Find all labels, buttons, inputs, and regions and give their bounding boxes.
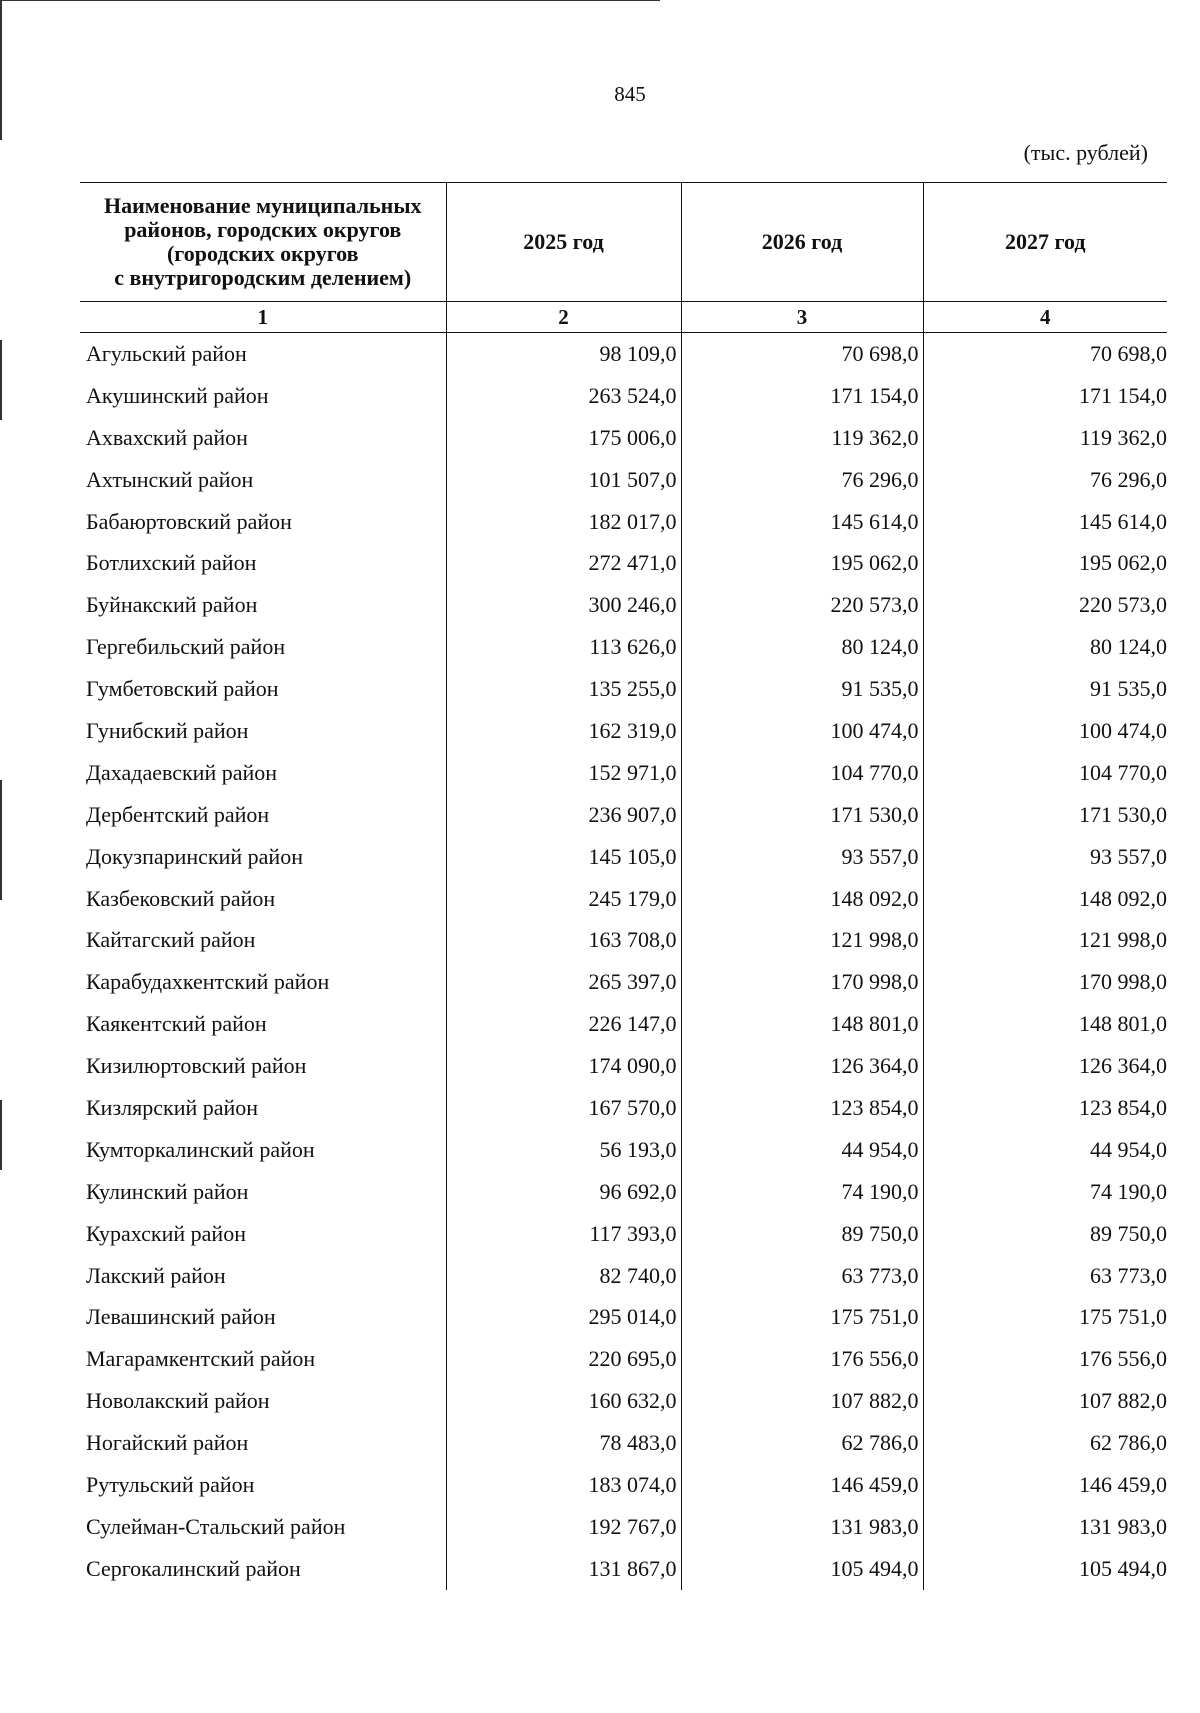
value-2025-cell: 56 193,0 [446, 1129, 681, 1171]
value-2026-cell: 62 786,0 [681, 1422, 923, 1464]
value-2027-cell: 131 983,0 [1079, 1513, 1167, 1539]
column-number: 1 [80, 302, 446, 333]
value-2025-cell: 78 483,0 [446, 1422, 681, 1464]
value-2026-cell: 100 474,0 [681, 710, 923, 752]
value-2025-cell: 131 867,0 [446, 1548, 681, 1590]
table-row [80, 1338, 1167, 1380]
value-2026-cell: 121 998,0 [681, 919, 923, 961]
district-name-cell: Кайтагский район [80, 919, 446, 961]
district-name-cell: Казбековский район [80, 878, 446, 920]
table-row [80, 501, 1167, 543]
value-2027-cell: 146 459,0 [1079, 1471, 1167, 1497]
value-2026-cell: 170 998,0 [681, 961, 923, 1003]
value-2026-cell: 91 535,0 [681, 668, 923, 710]
value-2027-cell: 170 998,0 [1079, 969, 1167, 995]
column-number: 2 [446, 302, 681, 333]
scan-edge-line [0, 1100, 2, 1170]
table-row [80, 417, 1167, 459]
value-2027-cell: 104 770,0 [1079, 759, 1167, 785]
table-row [80, 961, 1167, 1003]
scan-edge-line [0, 0, 2, 140]
value-2027-cell: 76 296,0 [1090, 466, 1167, 492]
header-2025: 2025 год [446, 183, 681, 302]
value-2026-cell: 105 494,0 [681, 1548, 923, 1590]
value-2026-cell: 70 698,0 [681, 333, 923, 375]
value-2027-cell: 93 557,0 [1090, 843, 1167, 869]
table-row [80, 1548, 1167, 1590]
value-2027-cell: 105 494,0 [1079, 1555, 1167, 1581]
value-2027-cell: 123 854,0 [1079, 1094, 1167, 1120]
value-2027-cell: 119 362,0 [1079, 424, 1167, 450]
table-row [80, 1129, 1167, 1171]
table-row [80, 1045, 1167, 1087]
district-name-cell: Кизилюртовский район [80, 1045, 446, 1087]
table-row [80, 542, 1167, 584]
value-2025-cell: 98 109,0 [446, 333, 681, 375]
district-name-cell: Акушинский район [80, 375, 446, 417]
value-2026-cell: 176 556,0 [681, 1338, 923, 1380]
column-number-row [80, 302, 1167, 333]
value-2026-cell: 145 614,0 [681, 501, 923, 543]
value-2027-cell: 91 535,0 [1090, 676, 1167, 702]
value-2026-cell: 89 750,0 [681, 1213, 923, 1255]
district-name-cell: Магарамкентский район [80, 1338, 446, 1380]
district-name-cell: Бабаюртовский район [80, 501, 446, 543]
district-name-cell: Рутульский район [80, 1464, 446, 1506]
district-name-cell: Кизлярский район [80, 1087, 446, 1129]
district-name-cell: Гумбетовский район [80, 668, 446, 710]
table-body [80, 333, 1167, 1590]
value-2026-cell: 76 296,0 [681, 459, 923, 501]
value-2026-cell: 175 751,0 [681, 1296, 923, 1338]
table-row [80, 836, 1167, 878]
scan-edge-line [0, 0, 660, 1]
column-number: 4 [923, 302, 1167, 333]
table-row [80, 1422, 1167, 1464]
value-2025-cell: 295 014,0 [446, 1296, 681, 1338]
value-2026-cell: 148 801,0 [681, 1003, 923, 1045]
value-2027-cell: 107 882,0 [1079, 1388, 1167, 1414]
value-2025-cell: 220 695,0 [446, 1338, 681, 1380]
value-2026-cell: 93 557,0 [681, 836, 923, 878]
value-2027-cell: 89 750,0 [1090, 1220, 1167, 1246]
value-2025-cell: 174 090,0 [446, 1045, 681, 1087]
value-2025-cell: 117 393,0 [446, 1213, 681, 1255]
value-2026-cell: 126 364,0 [681, 1045, 923, 1087]
value-2027-cell: 171 154,0 [1079, 382, 1167, 408]
value-2027-cell: 44 954,0 [1090, 1136, 1167, 1162]
district-name-cell: Каякентский район [80, 1003, 446, 1045]
value-2027-cell: 171 530,0 [1079, 801, 1167, 827]
header-name-line: с внутригородским делением) [114, 265, 412, 290]
table-row [80, 626, 1167, 668]
value-2025-cell: 182 017,0 [446, 501, 681, 543]
value-2026-cell: 195 062,0 [681, 542, 923, 584]
value-2025-cell: 152 971,0 [446, 752, 681, 794]
value-2027-cell: 63 773,0 [1090, 1262, 1167, 1288]
district-name-cell: Сергокалинский район [80, 1548, 446, 1590]
district-name-cell: Гергебильский район [80, 626, 446, 668]
value-2026-cell: 171 154,0 [681, 375, 923, 417]
table-row [80, 584, 1167, 626]
header-name-line: районов, городских округов [124, 217, 402, 242]
budget-table [80, 182, 1167, 1590]
value-2025-cell: 236 907,0 [446, 794, 681, 836]
value-2027-cell: 121 998,0 [1079, 927, 1167, 953]
header-2027: 2027 год [923, 183, 1167, 302]
district-name-cell: Докузпаринский район [80, 836, 446, 878]
district-name-cell: Карабудахкентский район [80, 961, 446, 1003]
value-2025-cell: 192 767,0 [446, 1506, 681, 1548]
value-2027-cell: 74 190,0 [1090, 1178, 1167, 1204]
district-name-cell: Курахский район [80, 1213, 446, 1255]
value-2025-cell: 167 570,0 [446, 1087, 681, 1129]
value-2026-cell: 74 190,0 [681, 1171, 923, 1213]
header-2026: 2026 год [681, 183, 923, 302]
value-2027-cell: 126 364,0 [1079, 1053, 1167, 1079]
value-2025-cell: 113 626,0 [446, 626, 681, 668]
value-2025-cell: 160 632,0 [446, 1380, 681, 1422]
district-name-cell: Буйнакский район [80, 584, 446, 626]
table-row [80, 919, 1167, 961]
table-row [80, 1506, 1167, 1548]
district-name-cell: Дербентский район [80, 794, 446, 836]
table-row [80, 794, 1167, 836]
scan-edge-line [0, 780, 2, 900]
district-name-cell: Гунибский район [80, 710, 446, 752]
table-row [80, 333, 1167, 375]
district-name-cell: Ботлихский район [80, 542, 446, 584]
district-name-cell: Ахтынский район [80, 459, 446, 501]
value-2026-cell: 44 954,0 [681, 1129, 923, 1171]
value-2027-cell: 176 556,0 [1079, 1346, 1167, 1372]
value-2026-cell: 148 092,0 [681, 878, 923, 920]
header-name [80, 183, 446, 302]
table-row [80, 1380, 1167, 1422]
district-name-cell: Новолакский район [80, 1380, 446, 1422]
table-row [80, 1171, 1167, 1213]
table-row [80, 375, 1167, 417]
page-number: 845 [614, 82, 646, 106]
value-2027-cell: 145 614,0 [1079, 508, 1167, 534]
district-name-cell: Дахадаевский район [80, 752, 446, 794]
scan-edge-line [0, 340, 2, 420]
value-2025-cell: 162 319,0 [446, 710, 681, 752]
value-2026-cell: 171 530,0 [681, 794, 923, 836]
value-2025-cell: 300 246,0 [446, 584, 681, 626]
value-2027-cell: 62 786,0 [1090, 1430, 1167, 1456]
value-2025-cell: 263 524,0 [446, 375, 681, 417]
value-2026-cell: 131 983,0 [681, 1506, 923, 1548]
district-name-cell: Левашинский район [80, 1296, 446, 1338]
value-2025-cell: 82 740,0 [446, 1255, 681, 1297]
value-2027-cell: 195 062,0 [1079, 550, 1167, 576]
district-name-cell: Кулинский район [80, 1171, 446, 1213]
value-2026-cell: 220 573,0 [681, 584, 923, 626]
unit-note: (тыс. рублей) [1023, 140, 1148, 165]
table-row [80, 752, 1167, 794]
value-2025-cell: 163 708,0 [446, 919, 681, 961]
value-2027-cell: 220 573,0 [1079, 592, 1167, 618]
table-row [80, 668, 1167, 710]
district-name-cell: Ахвахский район [80, 417, 446, 459]
value-2025-cell: 145 105,0 [446, 836, 681, 878]
value-2026-cell: 119 362,0 [681, 417, 923, 459]
value-2025-cell: 135 255,0 [446, 668, 681, 710]
header-name-line: Наименование муниципальных [103, 193, 422, 218]
district-name-cell: Ногайский район [80, 1422, 446, 1464]
value-2025-cell: 245 179,0 [446, 878, 681, 920]
table-row [80, 1464, 1167, 1506]
value-2026-cell: 146 459,0 [681, 1464, 923, 1506]
table-row [80, 1087, 1167, 1129]
value-2027-cell: 148 801,0 [1079, 1011, 1167, 1037]
district-name-cell: Лакский район [80, 1255, 446, 1297]
district-name-cell: Сулейман-Стальский район [80, 1506, 446, 1548]
value-2026-cell: 63 773,0 [681, 1255, 923, 1297]
table-row [80, 878, 1167, 920]
table-row [80, 1213, 1167, 1255]
district-name-cell: Агульский район [80, 333, 446, 375]
district-name-cell: Кумторкалинский район [80, 1129, 446, 1171]
value-2027-cell: 175 751,0 [1079, 1304, 1167, 1330]
value-2027-cell: 148 092,0 [1079, 885, 1167, 911]
value-2027-cell: 70 698,0 [1090, 340, 1167, 366]
value-2026-cell: 123 854,0 [681, 1087, 923, 1129]
value-2025-cell: 226 147,0 [446, 1003, 681, 1045]
value-2026-cell: 104 770,0 [681, 752, 923, 794]
value-2026-cell: 80 124,0 [681, 626, 923, 668]
value-2027-cell: 80 124,0 [1090, 634, 1167, 660]
value-2025-cell: 183 074,0 [446, 1464, 681, 1506]
value-2025-cell: 272 471,0 [446, 542, 681, 584]
value-2026-cell: 107 882,0 [681, 1380, 923, 1422]
table-row [80, 710, 1167, 752]
value-2025-cell: 101 507,0 [446, 459, 681, 501]
value-2025-cell: 96 692,0 [446, 1171, 681, 1213]
table-row [80, 1255, 1167, 1297]
table-row [80, 459, 1167, 501]
value-2025-cell: 265 397,0 [446, 961, 681, 1003]
column-number: 3 [681, 302, 923, 333]
table-header-row [80, 183, 1167, 302]
value-2027-cell: 100 474,0 [1079, 717, 1167, 743]
table-row [80, 1296, 1167, 1338]
table-row [80, 1003, 1167, 1045]
value-2025-cell: 175 006,0 [446, 417, 681, 459]
header-name-line: (городских округов [166, 241, 359, 266]
